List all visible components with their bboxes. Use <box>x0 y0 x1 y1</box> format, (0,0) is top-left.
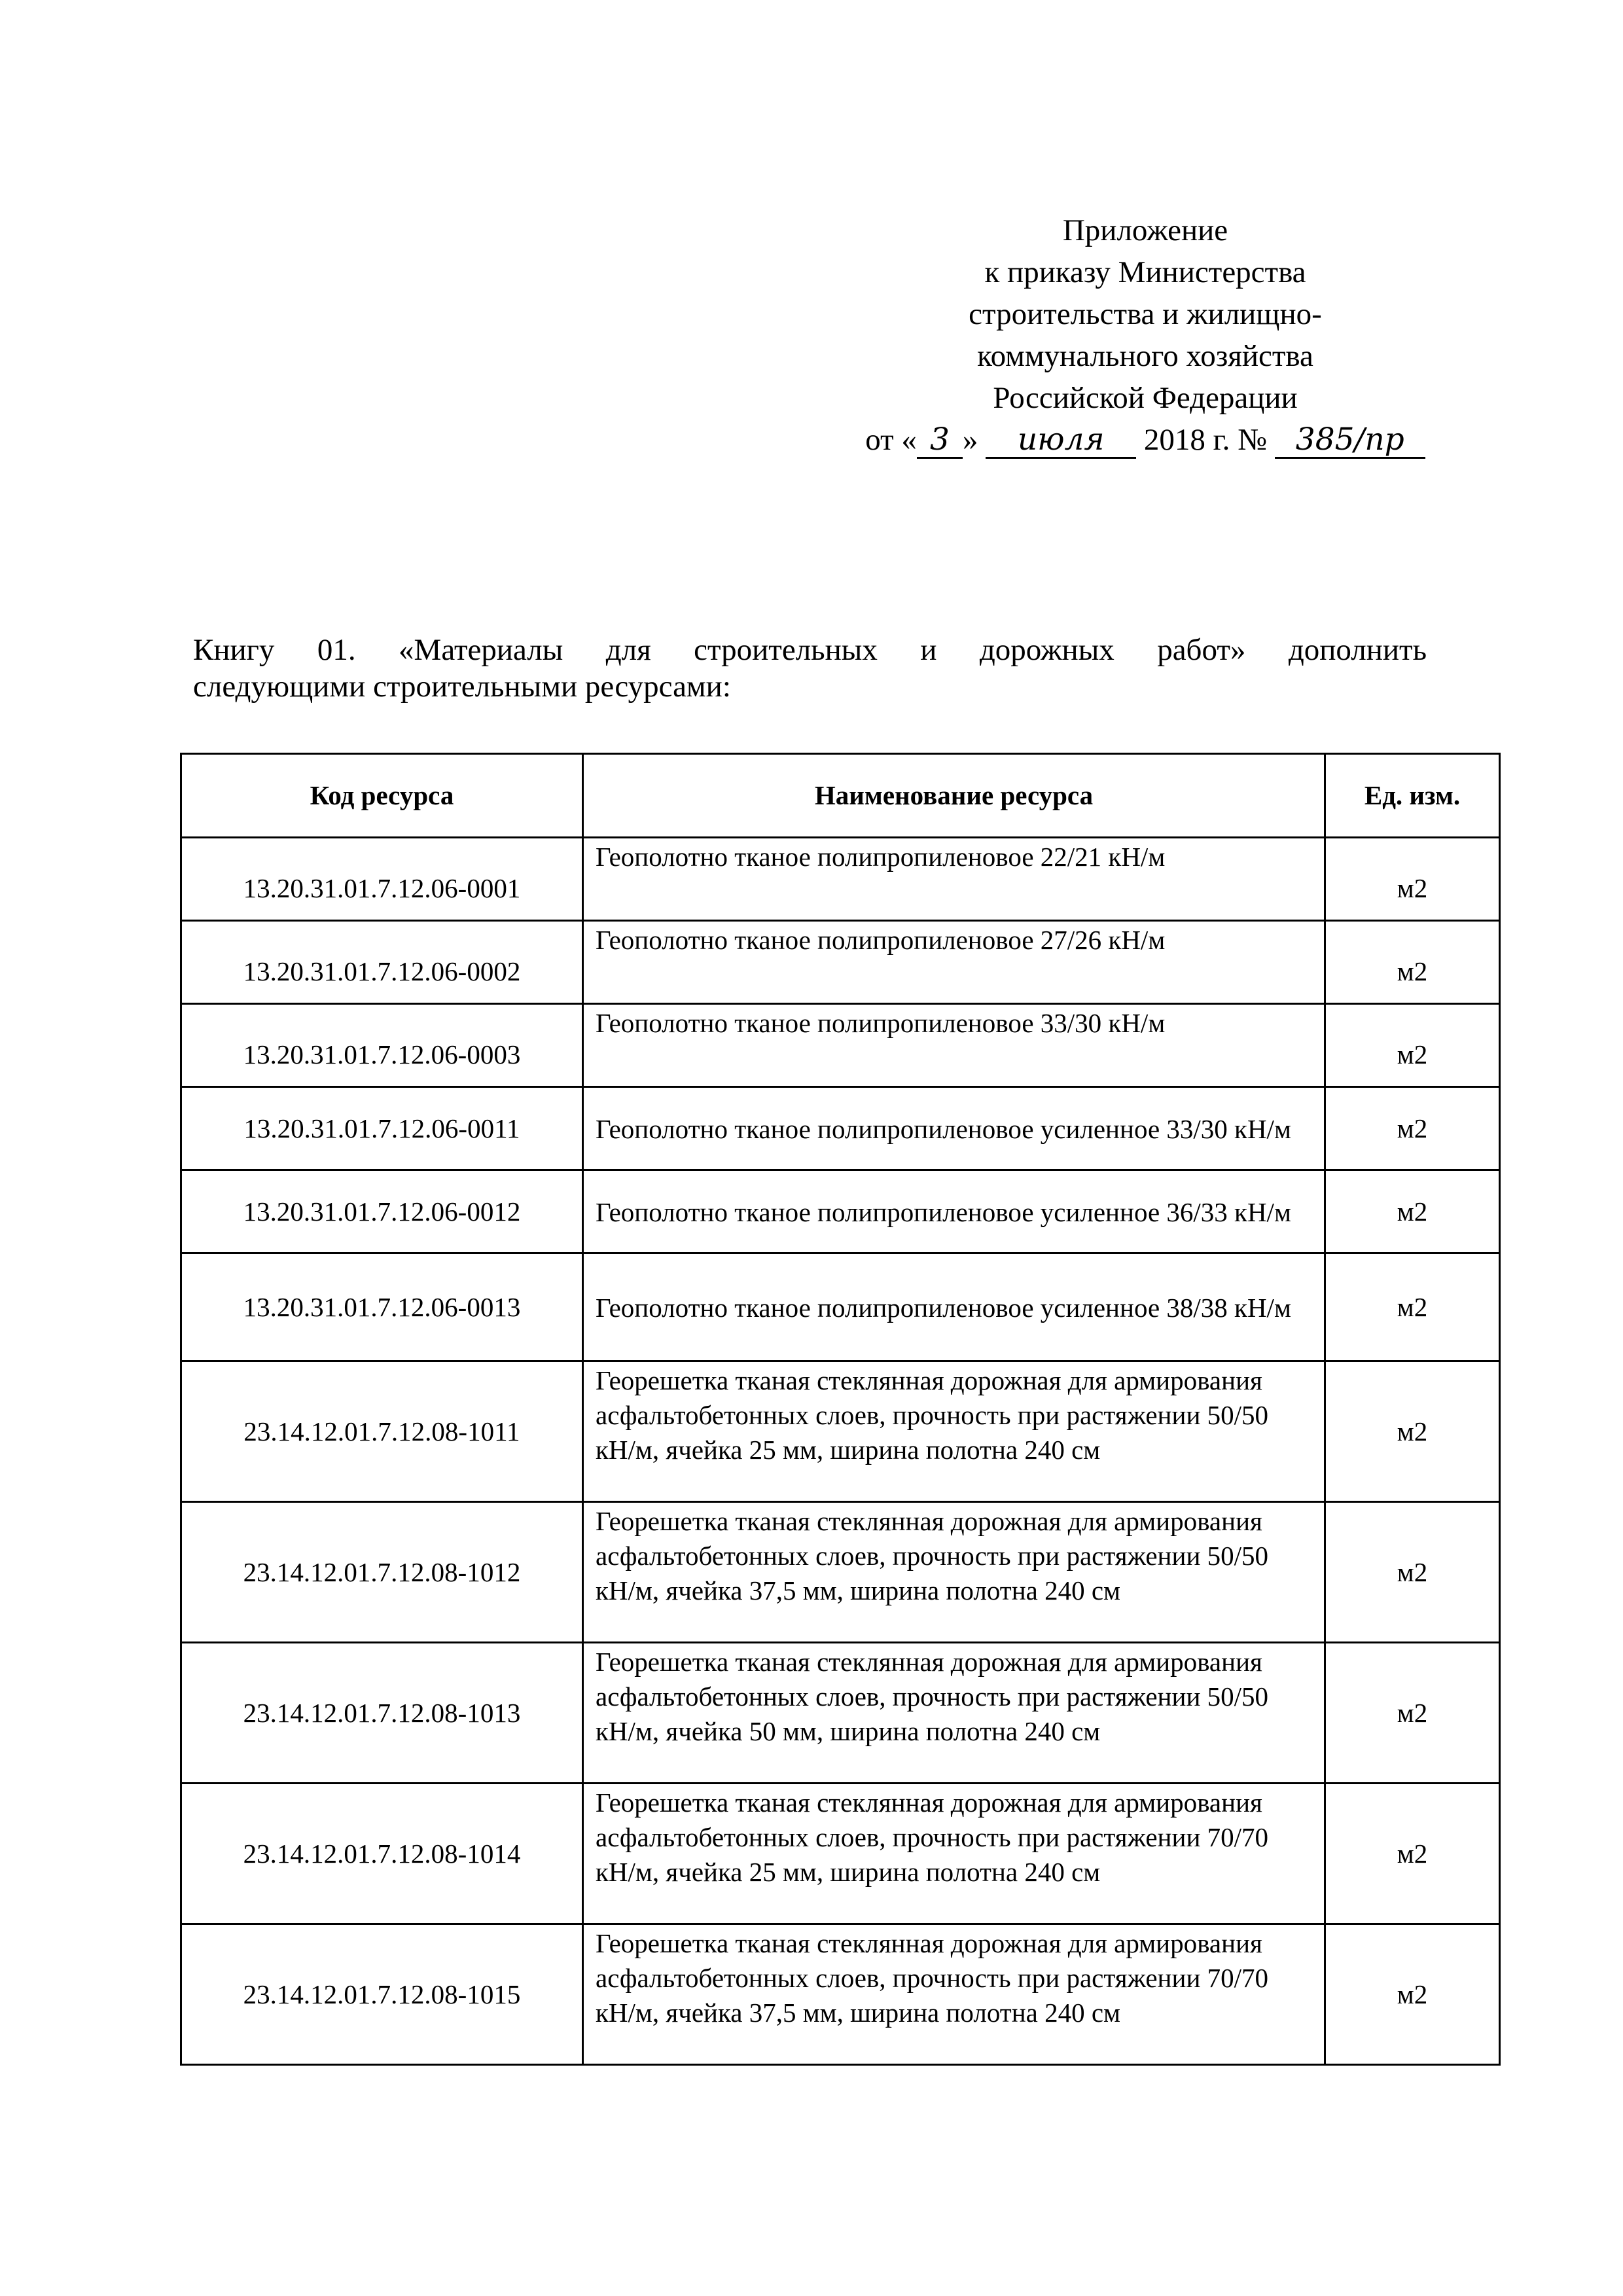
resource-code: 23.14.12.01.7.12.08-1012 <box>181 1502 583 1643</box>
resource-unit: м2 <box>1325 1087 1500 1170</box>
resource-unit <box>1325 1004 1500 1087</box>
resource-code: 13.20.31.01.7.12.06-0011 <box>181 1087 583 1170</box>
resource-unit: м2 <box>1325 1502 1500 1643</box>
resource-name: Геополотно тканое полипропиленовое 33/30 кН/м <box>583 1004 1325 1087</box>
header-code: Код ресурса <box>181 754 583 838</box>
resource-name: Георешетка тканая стеклянная дорожная для армирования асфальтобетонных слоев, прочность при растяжении 50/50 кН/м, ячейка 50 мм, ширина полотна 240 см <box>583 1643 1325 1784</box>
intro-line-2: следующими строительными ресурсами: <box>193 670 731 704</box>
resource-unit-text: м2 <box>1397 1039 1428 1069</box>
resource-unit <box>1325 921 1500 1004</box>
resource-code-text: 13.20.31.01.7.12.06-0002 <box>243 956 521 986</box>
resource-name: Георешетка тканая стеклянная дорожная для армирования асфальтобетонных слоев, прочность при растяжении 50/50 кН/м, ячейка 25 мм, ширина полотна 240 см <box>583 1361 1325 1502</box>
resource-code: 23.14.12.01.7.12.08-1015 <box>181 1924 583 2065</box>
resource-name: Геополотно тканое полипропиленовое 22/21 кН/м <box>583 838 1325 921</box>
resource-name: Геополотно тканое полипропиленовое 27/26 кН/м <box>583 921 1325 1004</box>
resource-code <box>181 838 583 921</box>
appendix-line-3: строительства и жилищно- <box>969 297 1322 331</box>
appendix-title: Приложение <box>1062 213 1228 247</box>
table-row <box>181 1784 1500 1924</box>
resource-unit: м2 <box>1325 1253 1500 1361</box>
resource-code-text: 13.20.31.01.7.12.06-0003 <box>243 1039 521 1069</box>
date-mid: » <box>962 423 978 457</box>
resource-name: Георешетка тканая стеклянная дорожная для армирования асфальтобетонных слоев, прочность при растяжении 50/50 кН/м, ячейка 37,5 мм, ширина полотна 240 см <box>583 1502 1325 1643</box>
resource-code <box>181 1004 583 1087</box>
table-row <box>181 921 1500 1004</box>
resource-name: Георешетка тканая стеклянная дорожная для армирования асфальтобетонных слоев, прочность при растяжении 70/70 кН/м, ячейка 25 мм, ширина полотна 240 см <box>583 1784 1325 1924</box>
resource-code: 13.20.31.01.7.12.06-0012 <box>181 1170 583 1253</box>
appendix-line-2: к приказу Министерства <box>984 255 1306 289</box>
table-row <box>181 1643 1500 1784</box>
resource-name: Геополотно тканое полипропиленовое усиленное 36/33 кН/м <box>583 1170 1325 1253</box>
appendix-line-5: Российской Федерации <box>993 381 1298 415</box>
resource-name: Георешетка тканая стеклянная дорожная для армирования асфальтобетонных слоев, прочность при растяжении 70/70 кН/м, ячейка 37,5 мм, ширина полотна 240 см <box>583 1924 1325 2065</box>
table-row <box>181 1170 1500 1253</box>
table-row <box>181 838 1500 921</box>
header-name: Наименование ресурса <box>583 754 1325 838</box>
appendix-header <box>785 209 1505 461</box>
intro-paragraph <box>193 632 1427 705</box>
intro-line-1: Книгу 01. «Материалы для строительных и дорожных работ» дополнить <box>193 633 1427 667</box>
resource-code: 23.14.12.01.7.12.08-1013 <box>181 1643 583 1784</box>
resource-name: Геополотно тканое полипропиленовое усиленное 33/30 кН/м <box>583 1087 1325 1170</box>
table-row <box>181 1253 1500 1361</box>
table-row <box>181 1502 1500 1643</box>
table-header-row <box>181 754 1500 838</box>
order-date-line <box>785 419 1505 461</box>
resource-code <box>181 921 583 1004</box>
date-day-handwritten: 3 <box>917 423 963 459</box>
resource-unit: м2 <box>1325 1643 1500 1784</box>
resource-unit: м2 <box>1325 1924 1500 2065</box>
table-row <box>181 1087 1500 1170</box>
date-prefix: от « <box>865 423 917 457</box>
resource-unit: м2 <box>1325 1170 1500 1253</box>
date-year: 2018 г. № <box>1143 423 1267 457</box>
table-row <box>181 1361 1500 1502</box>
resource-code: 23.14.12.01.7.12.08-1011 <box>181 1361 583 1502</box>
resource-unit-text: м2 <box>1397 956 1428 986</box>
table-row <box>181 1924 1500 2065</box>
resource-unit <box>1325 838 1500 921</box>
resource-unit-text: м2 <box>1397 872 1428 903</box>
appendix-line-4: коммунального хозяйства <box>977 339 1313 373</box>
order-number-handwritten: 385/пр <box>1275 423 1425 459</box>
resource-code: 23.14.12.01.7.12.08-1014 <box>181 1784 583 1924</box>
resource-code: 13.20.31.01.7.12.06-0013 <box>181 1253 583 1361</box>
resources-table <box>180 753 1501 2066</box>
resource-unit: м2 <box>1325 1361 1500 1502</box>
resource-unit: м2 <box>1325 1784 1500 1924</box>
table-row <box>181 1004 1500 1087</box>
resource-name: Геополотно тканое полипропиленовое усиленное 38/38 кН/м <box>583 1253 1325 1361</box>
date-month-handwritten: июля <box>986 423 1136 459</box>
header-unit: Ед. изм. <box>1325 754 1500 838</box>
resource-code-text: 13.20.31.01.7.12.06-0001 <box>243 872 521 903</box>
